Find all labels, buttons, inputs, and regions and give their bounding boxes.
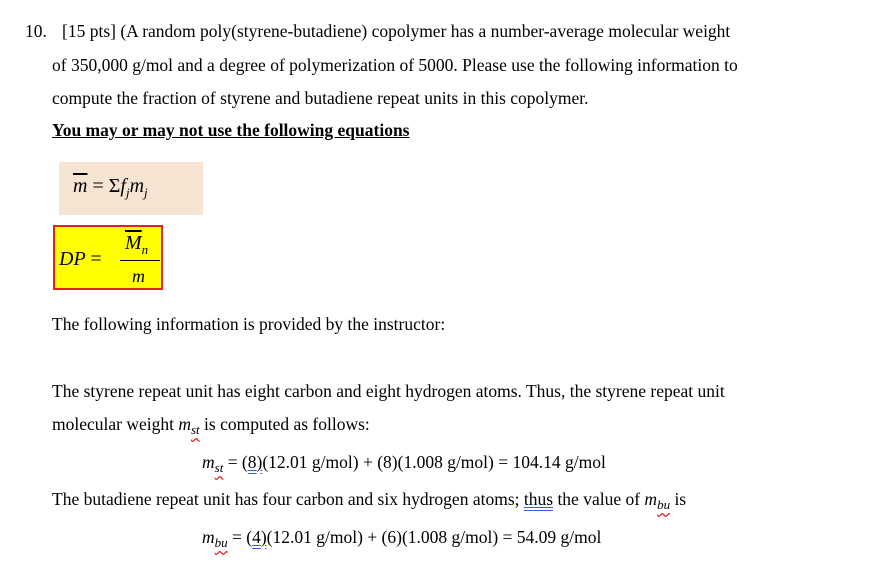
eq2-lhs: DP [59, 248, 86, 270]
eq2-numerator [125, 232, 148, 258]
eq1-f-sub: j [125, 185, 130, 200]
eq2-denominator: m [132, 266, 145, 286]
butadiene-symbol-sub: bu [657, 497, 671, 512]
styrene-symbol-sub: st [191, 422, 200, 437]
eq2-equals: = [90, 248, 102, 270]
styrene-text-line1: The styrene repeat unit has eight carbon and eight hydrogen atoms. Thus, the styrene repeat unit [52, 381, 725, 401]
butadiene-pre: The butadiene repeat unit has four carbon and six hydrogen atoms; [52, 489, 520, 509]
question-intro-line3: compute the fraction of styrene and butadiene repeat units in this copolymer. [52, 88, 589, 108]
equation-degree-polymerization-box [53, 225, 163, 290]
eq2-lhs-group [59, 248, 102, 271]
butadiene-calc-rest: (12.01 g/mol) + (6)(1.008 g/mol) = 54.09 g/mol [266, 527, 602, 547]
styrene-post: is computed as follows: [204, 414, 370, 434]
question-intro-line1: [15 pts] (A random poly(styrene-butadiene) copolymer has a number-average molecular weight [62, 21, 731, 41]
eq1-sum: Σ [108, 175, 121, 197]
equation-average-mass [73, 175, 148, 201]
styrene-text-line2 [52, 413, 370, 437]
eq2-numerator-sub: n [141, 242, 149, 257]
styrene-calc-mid1: ) [256, 452, 263, 472]
fraction-bar [120, 260, 160, 261]
styrene-calc-n1: 8 [247, 452, 257, 472]
styrene-calc-eq: = ( [227, 452, 248, 472]
styrene-calc-sub: st [214, 460, 224, 475]
eq1-equals: = [92, 175, 104, 197]
info-intro: The following information is provided by the instructor: [52, 314, 446, 334]
styrene-symbol: m [178, 414, 191, 434]
butadiene-calculation [202, 526, 601, 550]
butadiene-calc-sub: bu [214, 535, 228, 550]
equations-heading: You may or may not use the following equations [52, 120, 410, 140]
butadiene-thus: thus [523, 489, 554, 509]
butadiene-calc-symbol: m [202, 527, 215, 547]
butadiene-text [52, 488, 686, 512]
eq1-m: m [129, 175, 145, 197]
question-number: 10. [25, 21, 47, 41]
styrene-calculation [202, 451, 606, 475]
styrene-pre: molecular weight [52, 414, 174, 434]
butadiene-calc-eq: = ( [232, 527, 253, 547]
styrene-calc-symbol: m [202, 452, 215, 472]
question-intro-line2: of 350,000 g/mol and a degree of polymerization of 5000. Please use the following information to [52, 55, 738, 75]
equation-average-mass-box [59, 162, 203, 215]
eq1-m-sub: j [144, 185, 148, 200]
eq1-f: f [120, 175, 126, 197]
eq2-numerator-m: $\overline{M}$ [125, 232, 142, 254]
butadiene-symbol: m [644, 489, 658, 509]
eq1-lhs: $\overline{m}$ [73, 175, 88, 197]
butadiene-calc-mid1: ) [260, 527, 267, 547]
butadiene-calc-n1: 4 [252, 527, 261, 547]
butadiene-post: the value of [557, 489, 641, 509]
butadiene-end: is [674, 489, 687, 509]
styrene-calc-rest: (12.01 g/mol) + (8)(1.008 g/mol) = 104.14 g/mol [262, 452, 606, 472]
